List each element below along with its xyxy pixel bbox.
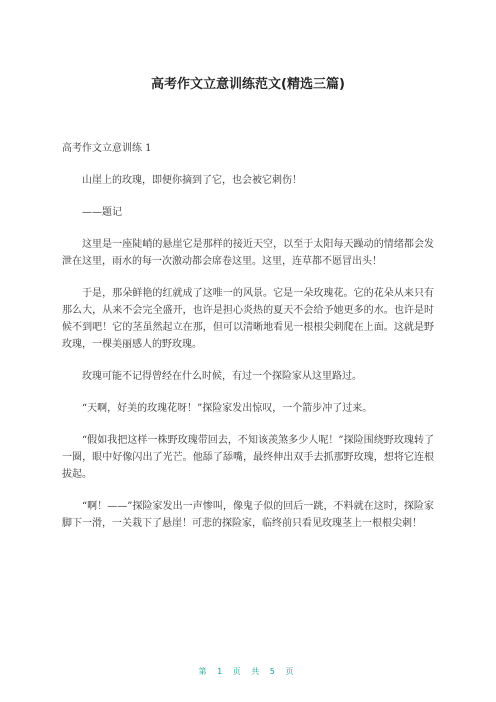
- paragraph: 这里是一座陡峭的悬崖它是那样的接近天空，以至于太阳每天躁动的情绪都会发泄在这里，雨水的每一次激动都会席卷这里。这里，连草都不愿冒出头！: [62, 239, 434, 267]
- paragraph: “天啊，好美的玫瑰花呀！”探险家发出惊叹，一个箭步冲了过来。: [82, 403, 373, 414]
- document-title: 高考作文立意训练范文(精选三篇): [151, 77, 345, 92]
- paragraph: “啊！——”探险家发出一声惨叫，像鬼子似的回后一跳，不料就在这时，探险家脚下一滑，一关栽下了悬崖！可悲的探险家，临终前只看见玫瑰茎上一根根尖刺！: [62, 501, 434, 529]
- paragraph: 山崖上的玫瑰，即便你摘到了它，也会被它刺伤！: [82, 175, 302, 186]
- paragraph: 于是，那朵鲜艳的红就成了这唯一的风景。它是一朵玫瑰花。它的花朵从来只有那么大，从来不会完全盛开，也许是担心炎热的夏天不会给予她更多的水。也许是时候不到吧！它的茎虽然起立在那，但可以清晰地看见一根根尖刺爬在上面。这就是野玫瑰，一棵美丽感人的野玫瑰。: [62, 288, 434, 350]
- section-heading: 高考作文立意训练 1: [62, 143, 152, 154]
- paragraph: 玫瑰可能不记得曾经在什么时候，有过一个探险家从这里路过。: [82, 371, 362, 382]
- document-body: [62, 140, 434, 547]
- page-number-footer: 第 1 页 共 5 页: [198, 667, 298, 676]
- paragraph: ——题记: [82, 207, 122, 218]
- paragraph: “假如我把这样一株野玫瑰带回去，不知该羡煞多少人呢！”探险围绕野玫瑰转了一圈，眼中好像闪出了光芒。他舔了舔嘴，最终伸出双手去抓那野玫瑰，想将它连根拔起。: [62, 435, 434, 480]
